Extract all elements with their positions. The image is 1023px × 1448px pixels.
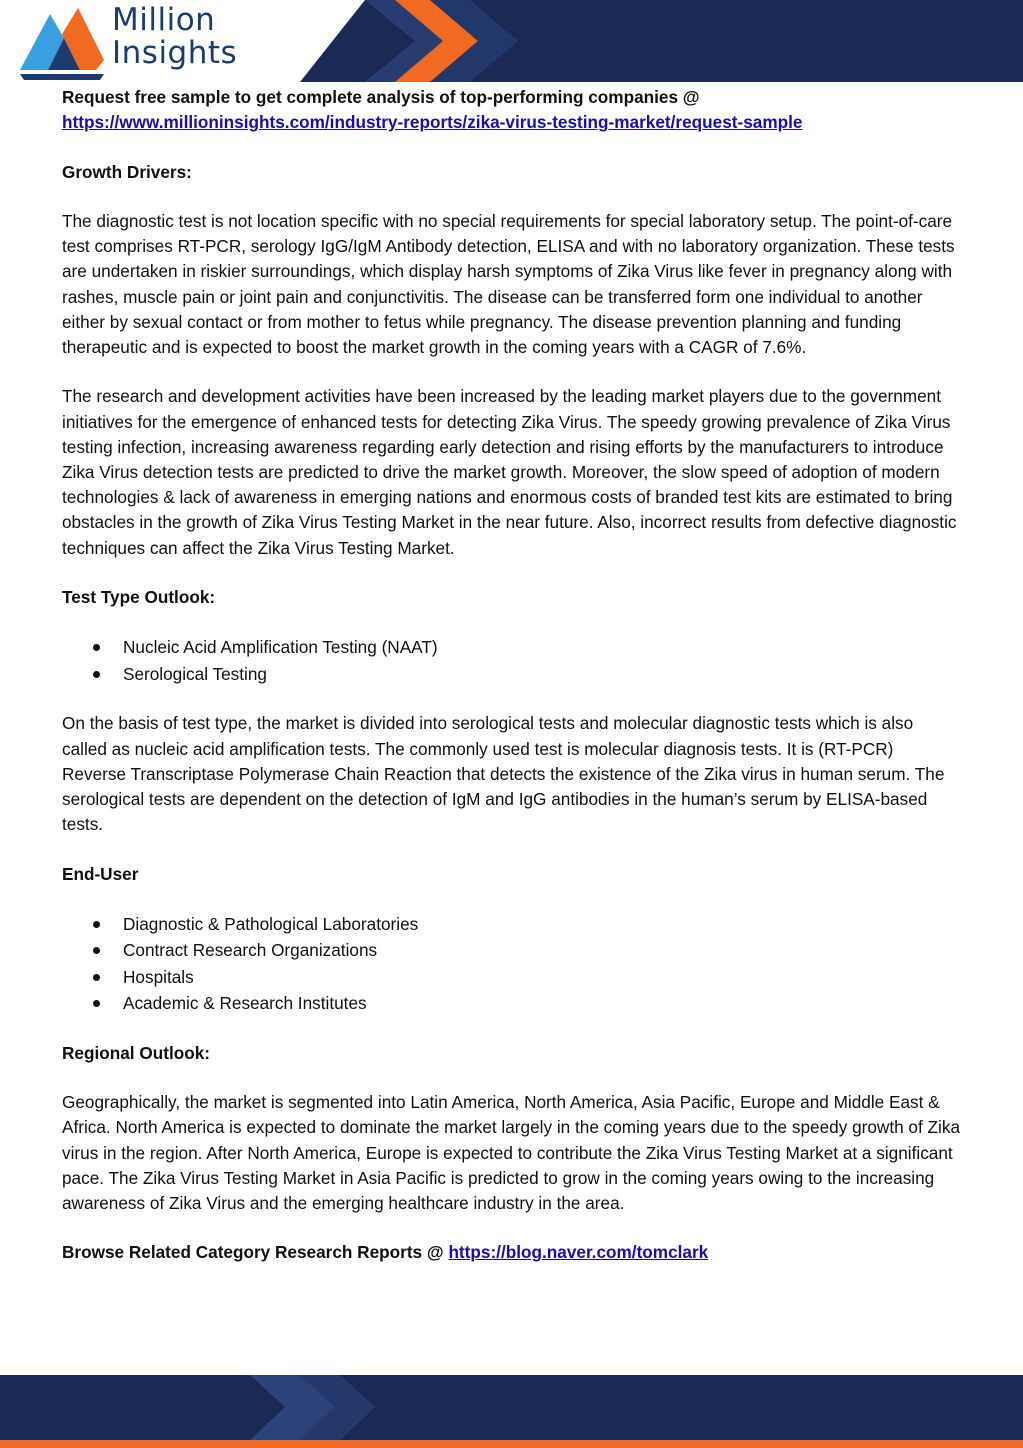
bullet-icon bbox=[93, 644, 100, 651]
growth-drivers-paragraph-2: The research and development activities have been increased by the leading market players due to the government initiatives for the emergence of enhanced tests for detecting Zika Virus. The speedy growing prevalence of Zika Virus testing infection, increasing awareness regarding early detection and rising efforts by the manufacturers to introduce Zika Virus detection tests are predicted to drive the market growth. Moreover, the slow speed of adoption of modern technologies & lack of awareness in emerging nations and enormous costs of branded test kits are estimated to bring obstacles in the growth of Zika Virus Testing Market in the near future. Also, incorrect results from defective diagnostic techniques can affect the Zika Virus Testing Market. bbox=[62, 386, 957, 558]
test-type-paragraph: On the basis of test type, the market is divided into serological tests and molecular diagnostic tests which is also called as nucleic acid amplification tests. The commonly used test is molecular diagnosis tests. It is (RT-PCR) Reverse Transcriptase Polymerase Chain Reaction that detects the existence of the Zika virus in human serum. The serological tests are dependent on the detection of IgM and IgG antibodies in the human’s serum by ELISA-based tests. bbox=[62, 713, 945, 835]
request-sample-label: Request free sample to get complete analysis of top-performing companies @ bbox=[62, 87, 700, 107]
growth-drivers-paragraph-1: The diagnostic test is not location specific with no special requirements for special laboratory setup. The point-of-care test comprises RT-PCR, serology IgG/IgM Antibody detection, ELISA and with no laboratory organization. These tests are undertaken in riskier surroundings, which display harsh symptoms of Zika Virus like fever in pregnancy along with rashes, muscle pain or joint pain and conjunctivitis. The disease can be transferred form one individual to another either by sexual contact or from mother to fetus while pregnancy. The disease prevention planning and funding therapeutic and is expected to boost the market growth in the coming years with a CAGR of 7.6%. bbox=[62, 210, 955, 357]
browse-reports-link[interactable]: https://blog.naver.com/tomclark bbox=[448, 1242, 709, 1263]
logo-line-million: Million bbox=[112, 2, 216, 38]
page-footer bbox=[0, 1375, 1023, 1448]
bullet-icon bbox=[93, 671, 100, 678]
list-item: Contract Research Organizations bbox=[62, 937, 962, 963]
list-item: Academic & Research Institutes bbox=[62, 990, 962, 1016]
regional-outlook-paragraph: Geographically, the market is segmented into Latin America, North America, Asia Pacific, Europe and Middle East & Africa. North America is expected to dominate the market largely in the coming years due to the speedy growth of Zika virus in the region. After North America, Europe is expected to contribute the Zika Virus Testing Market at a significant pace. The Zika Virus Testing Market in Asia Pacific is predicted to grow in the coming years owing to the increasing awareness of Zika Virus and the emerging healthcare industry in the area. bbox=[62, 1092, 961, 1213]
bullet-icon bbox=[93, 1000, 100, 1007]
bullet-icon bbox=[93, 974, 100, 981]
request-sample-link[interactable]: https://www.millioninsights.com/industry-reports/zika-virus-testing-market/request-sample bbox=[62, 112, 803, 133]
footer-banner-graphic bbox=[0, 1375, 1023, 1448]
list-item: Serological Testing bbox=[62, 661, 962, 687]
logo-line-insights: Insights bbox=[112, 35, 238, 71]
list-item: Nucleic Acid Amplification Testing (NAAT) bbox=[62, 634, 962, 660]
growth-drivers-heading: Growth Drivers: bbox=[62, 161, 192, 182]
bullet-icon bbox=[93, 921, 100, 928]
list-item: Diagnostic & Pathological Laboratories bbox=[62, 911, 962, 937]
document-body bbox=[62, 85, 962, 1266]
test-type-heading: Test Type Outlook: bbox=[62, 587, 216, 607]
bullet-icon bbox=[93, 947, 100, 954]
browse-reports-label: Browse Related Category Research Reports @ bbox=[62, 1242, 444, 1263]
end-user-heading: End-User bbox=[62, 863, 139, 884]
browse-reports-line bbox=[62, 1240, 962, 1265]
page-header bbox=[0, 0, 1023, 82]
end-user-list bbox=[62, 911, 962, 1017]
regional-outlook-heading: Regional Outlook: bbox=[62, 1042, 210, 1063]
list-item: Hospitals bbox=[62, 964, 962, 990]
test-type-list bbox=[62, 634, 962, 687]
logo bbox=[112, 4, 237, 70]
